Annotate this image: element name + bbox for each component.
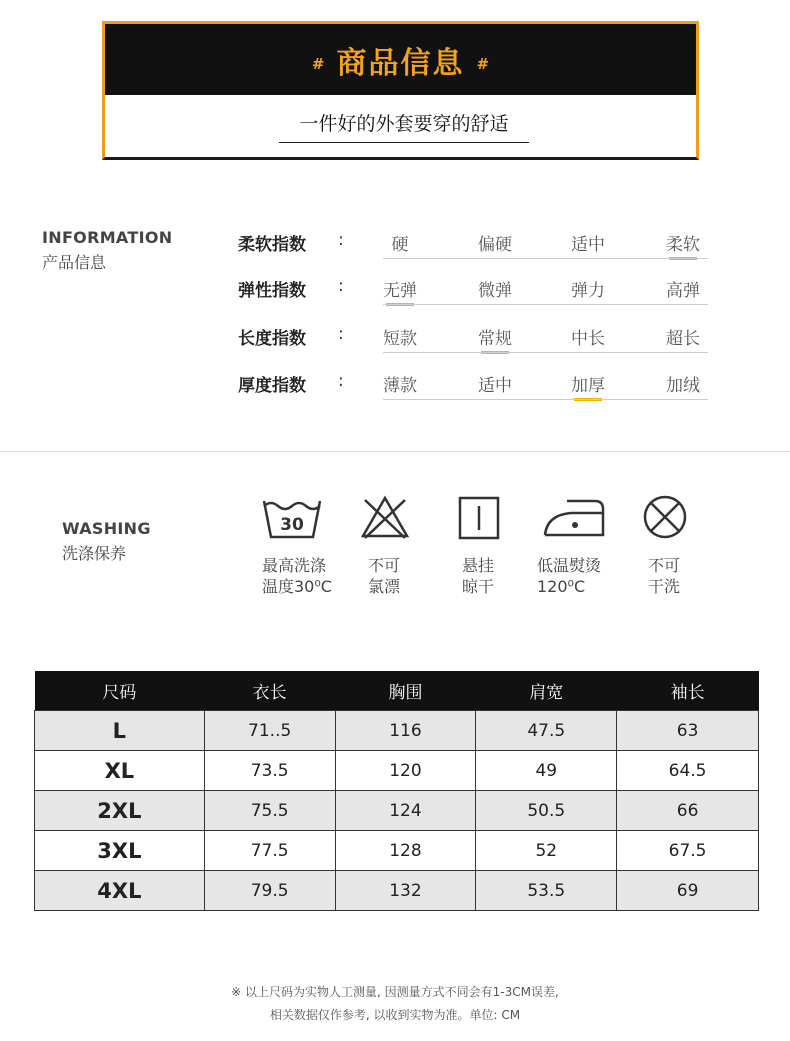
- no-bleach-line2: 氯漂: [368, 577, 401, 596]
- header-box: [102, 21, 699, 160]
- size-cell: 2XL: [35, 791, 205, 831]
- chest-cell: 128: [335, 831, 476, 871]
- info-row-label: 长度指数: [238, 329, 306, 349]
- shoulder-cell: 47.5: [476, 711, 617, 751]
- size-table: [34, 671, 759, 911]
- info-option: 中长: [571, 329, 605, 349]
- iron-low-line2: 120⁰C: [537, 577, 586, 596]
- info-row-colon: :: [338, 324, 344, 344]
- header-size: 尺码: [35, 671, 205, 711]
- size-cell: 3XL: [35, 831, 205, 871]
- chest-cell: 116: [335, 711, 476, 751]
- shoulder-cell: 53.5: [476, 871, 617, 911]
- length-cell: 73.5: [204, 751, 335, 791]
- sleeve-cell: 69: [617, 871, 759, 911]
- header-banner: [105, 24, 696, 95]
- info-option: 薄款: [383, 376, 417, 396]
- table-row: [35, 711, 759, 751]
- size-cell: 4XL: [35, 871, 205, 911]
- sleeve-cell: 63: [617, 711, 759, 751]
- info-row-colon: :: [338, 276, 344, 296]
- info-option: 偏硬: [478, 235, 512, 255]
- info-row-colon: :: [338, 230, 344, 250]
- size-cell: L: [35, 711, 205, 751]
- info-row-label: 厚度指数: [238, 376, 306, 396]
- length-cell: 77.5: [204, 831, 335, 871]
- hang-dry-icon: [458, 496, 500, 540]
- shoulder-cell: 52: [476, 831, 617, 871]
- table-row: [35, 831, 759, 871]
- hang-dry-line1: 悬挂: [462, 556, 495, 575]
- length-cell: 75.5: [204, 791, 335, 831]
- hash-left: #: [311, 54, 325, 73]
- hang-dry-line2: 晾干: [462, 577, 495, 596]
- washing-title-en: WASHING: [62, 519, 151, 538]
- info-option: 柔软: [666, 235, 700, 255]
- sleeve-cell: 64.5: [617, 751, 759, 791]
- info-row-rule: [383, 399, 708, 400]
- info-row-rule: [383, 352, 708, 353]
- chest-cell: 120: [335, 751, 476, 791]
- table-row: [35, 791, 759, 831]
- no-dry-clean-line2: 干洗: [648, 577, 681, 596]
- page-title: 商品信息: [336, 45, 465, 81]
- info-option: 适中: [571, 235, 605, 255]
- info-row-label: 弹性指数: [238, 281, 306, 301]
- shoulder-cell: 49: [476, 751, 617, 791]
- note-line-1: ※ 以上尺码为实物人工测量, 因测量方式不同会有1-3CM误差,: [231, 985, 559, 999]
- info-option: 高弹: [666, 281, 700, 301]
- table-row: [35, 751, 759, 791]
- header-chest: 胸围: [335, 671, 476, 711]
- hang-dry-text: [462, 555, 494, 597]
- no-bleach-text: [368, 555, 400, 597]
- info-option: 硬: [391, 235, 409, 255]
- page-subtitle: 一件好的外套要穿的舒适: [279, 109, 529, 143]
- header-subtitle-area: [105, 95, 696, 157]
- info-row-rule: [383, 258, 708, 259]
- header-sleeve: 袖长: [617, 671, 759, 711]
- info-option: 弹力: [571, 281, 605, 301]
- info-row-label: 柔软指数: [238, 235, 306, 255]
- hash-right: #: [476, 54, 490, 73]
- iron-low-text: [537, 555, 601, 597]
- note-line-2: 相关数据仅作参考, 以收到实物为准。单位: CM: [269, 1008, 521, 1022]
- info-option: 加厚: [571, 376, 605, 396]
- no-dry-clean-icon: [642, 494, 688, 540]
- chest-cell: 124: [335, 791, 476, 831]
- info-option: 超长: [666, 329, 700, 349]
- wash-30-line2: 温度30⁰C: [262, 577, 332, 596]
- wash-temp-label: 30: [280, 515, 304, 535]
- info-title-en: INFORMATION: [42, 228, 173, 247]
- section-divider: [0, 451, 790, 452]
- info-option: 适中: [478, 376, 512, 396]
- info-row-rule: [383, 304, 708, 305]
- shoulder-cell: 50.5: [476, 791, 617, 831]
- sleeve-cell: 66: [617, 791, 759, 831]
- sleeve-cell: 67.5: [617, 831, 759, 871]
- iron-low-icon: [541, 497, 607, 539]
- info-option: 无弹: [383, 281, 417, 301]
- size-table-header: [35, 671, 759, 711]
- size-cell: XL: [35, 751, 205, 791]
- iron-low-line1: 低温熨烫: [537, 556, 602, 575]
- header-shoulder: 肩宽: [476, 671, 617, 711]
- table-row: [35, 871, 759, 911]
- wash-30-text: [262, 555, 332, 597]
- info-option: 加绒: [666, 376, 700, 396]
- info-title-cn: 产品信息: [42, 253, 107, 272]
- length-cell: 71..5: [204, 711, 335, 751]
- info-row-colon: :: [338, 371, 344, 391]
- info-option: 微弹: [478, 281, 512, 301]
- no-dry-clean-text: [648, 555, 680, 597]
- info-option: 短款: [383, 329, 417, 349]
- wash-30-icon: [261, 497, 323, 541]
- no-dry-clean-line1: 不可: [648, 556, 681, 575]
- chest-cell: 132: [335, 871, 476, 911]
- length-cell: 79.5: [204, 871, 335, 911]
- info-option: 常规: [478, 329, 512, 349]
- no-bleach-line1: 不可: [368, 556, 401, 575]
- washing-title-cn: 洗涤保养: [62, 544, 127, 563]
- no-bleach-icon: [359, 494, 411, 540]
- wash-30-line1: 最高洗涤: [262, 556, 327, 575]
- header-length: 衣长: [204, 671, 335, 711]
